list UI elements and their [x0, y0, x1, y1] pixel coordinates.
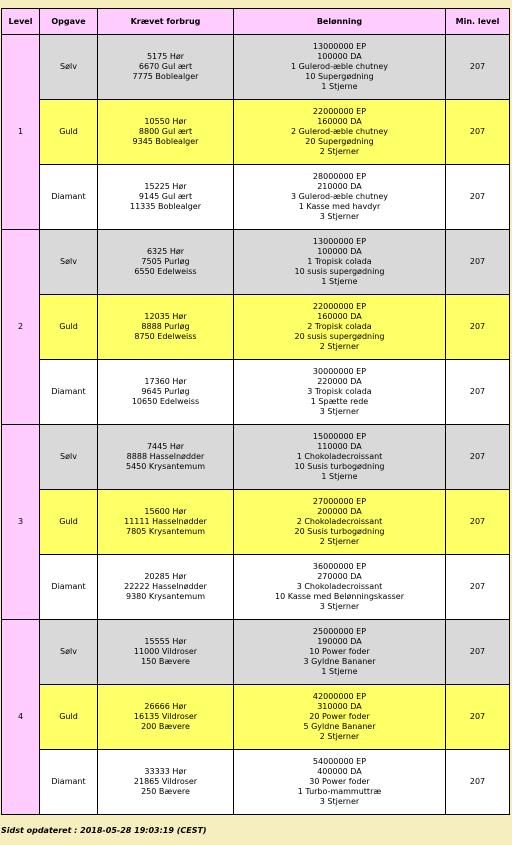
- min-level-cell: 207: [446, 360, 509, 424]
- reward-cell: 25000000 EP 190000 DA 10 Power foder 3 Gyldne Bananer 1 Stjerne: [234, 620, 445, 684]
- header-row: [2, 9, 509, 34]
- required-cell: 33333 Hør 21865 Vildroser 250 Bævere: [98, 750, 233, 814]
- table-row: [2, 360, 509, 424]
- level-cell: 2: [2, 230, 39, 424]
- task-cell: Guld: [40, 295, 97, 359]
- min-level-cell: 207: [446, 750, 509, 814]
- task-cell: Sølv: [40, 425, 97, 489]
- min-level-cell: 207: [446, 35, 509, 99]
- table-row: [2, 230, 509, 294]
- level-cell: 4: [2, 620, 39, 814]
- min-level-cell: 207: [446, 165, 509, 229]
- header-task: Opgave: [40, 9, 97, 34]
- reward-cell: 15000000 EP 110000 DA 1 Chokoladecroissant 10 Susis turbogødning 1 Stjerne: [234, 425, 445, 489]
- header-level: Level: [2, 9, 39, 34]
- required-cell: 26666 Hør 16135 Vildroser 200 Bævere: [98, 685, 233, 749]
- reward-cell: 22000000 EP 160000 DA 2 Tropisk colada 20 susis supergødning 2 Stjerner: [234, 295, 445, 359]
- task-cell: Sølv: [40, 620, 97, 684]
- reward-cell: 54000000 EP 400000 DA 30 Power foder 1 Turbo-mammuttræ 3 Stjerner: [234, 750, 445, 814]
- reward-cell: 22000000 EP 160000 DA 2 Gulerod-æble chutney 20 Supergødning 2 Stjerner: [234, 100, 445, 164]
- min-level-cell: 207: [446, 425, 509, 489]
- table-row: [2, 685, 509, 749]
- min-level-cell: 207: [446, 620, 509, 684]
- task-cell: Diamant: [40, 750, 97, 814]
- task-cell: Guld: [40, 685, 97, 749]
- quest-table: [1, 8, 510, 815]
- required-cell: 7445 Hør 8888 Hasselnødder 5450 Krysantemum: [98, 425, 233, 489]
- required-cell: 5175 Hør 6670 Gul ært 7775 Boblealger: [98, 35, 233, 99]
- required-cell: 12035 Hør 8888 Purløg 8750 Edelweiss: [98, 295, 233, 359]
- task-cell: Diamant: [40, 360, 97, 424]
- min-level-cell: 207: [446, 100, 509, 164]
- required-cell: 17360 Hør 9645 Purløg 10650 Edelweiss: [98, 360, 233, 424]
- table-row: [2, 750, 509, 814]
- reward-cell: 13000000 EP 100000 DA 1 Tropisk colada 10 susis supergødning 1 Stjerne: [234, 230, 445, 294]
- table-row: [2, 490, 509, 554]
- min-level-cell: 207: [446, 295, 509, 359]
- task-cell: Guld: [40, 100, 97, 164]
- table-row: [2, 295, 509, 359]
- task-cell: Sølv: [40, 230, 97, 294]
- required-cell: 15225 Hør 9145 Gul ært 11335 Boblealger: [98, 165, 233, 229]
- task-cell: Sølv: [40, 35, 97, 99]
- required-cell: 6325 Hør 7505 Purløg 6550 Edelweiss: [98, 230, 233, 294]
- header-required: Krævet forbrug: [98, 9, 233, 34]
- table-row: [2, 620, 509, 684]
- required-cell: 15600 Hør 11111 Hasselnødder 7805 Krysantemum: [98, 490, 233, 554]
- level-cell: 3: [2, 425, 39, 619]
- reward-cell: 30000000 EP 220000 DA 3 Tropisk colada 1 Spætte rede 3 Stjerner: [234, 360, 445, 424]
- reward-cell: 42000000 EP 310000 DA 20 Power foder 5 Gyldne Bananer 2 Stjerner: [234, 685, 445, 749]
- header-min-level: Min. level: [446, 9, 509, 34]
- task-cell: Guld: [40, 490, 97, 554]
- min-level-cell: 207: [446, 555, 509, 619]
- task-cell: Diamant: [40, 555, 97, 619]
- min-level-cell: 207: [446, 230, 509, 294]
- required-cell: 10550 Hør 8800 Gul ært 9345 Boblealger: [98, 100, 233, 164]
- last-updated: Sidst opdateret : 2018-05-28 19:03:19 (CEST): [1, 826, 207, 835]
- min-level-cell: 207: [446, 685, 509, 749]
- header-reward: Belønning: [234, 9, 445, 34]
- reward-cell: 27000000 EP 200000 DA 2 Chokoladecroissant 20 Susis turbogødning 2 Stjerner: [234, 490, 445, 554]
- reward-cell: 28000000 EP 210000 DA 3 Gulerod-æble chutney 1 Kasse med havdyr 3 Stjerner: [234, 165, 445, 229]
- min-level-cell: 207: [446, 490, 509, 554]
- table-row: [2, 555, 509, 619]
- task-cell: Diamant: [40, 165, 97, 229]
- table-row: [2, 100, 509, 164]
- reward-cell: 36000000 EP 270000 DA 3 Chokoladecroissant 10 Kasse med Belønningskasser 3 Stjerner: [234, 555, 445, 619]
- reward-cell: 13000000 EP 100000 DA 1 Gulerod-æble chutney 10 Supergødning 1 Stjerne: [234, 35, 445, 99]
- table-row: [2, 425, 509, 489]
- required-cell: 15555 Hør 11000 Vildroser 150 Bævere: [98, 620, 233, 684]
- required-cell: 20285 Hør 22222 Hasselnødder 9380 Krysantemum: [98, 555, 233, 619]
- level-cell: 1: [2, 35, 39, 229]
- table-row: [2, 35, 509, 99]
- table-row: [2, 165, 509, 229]
